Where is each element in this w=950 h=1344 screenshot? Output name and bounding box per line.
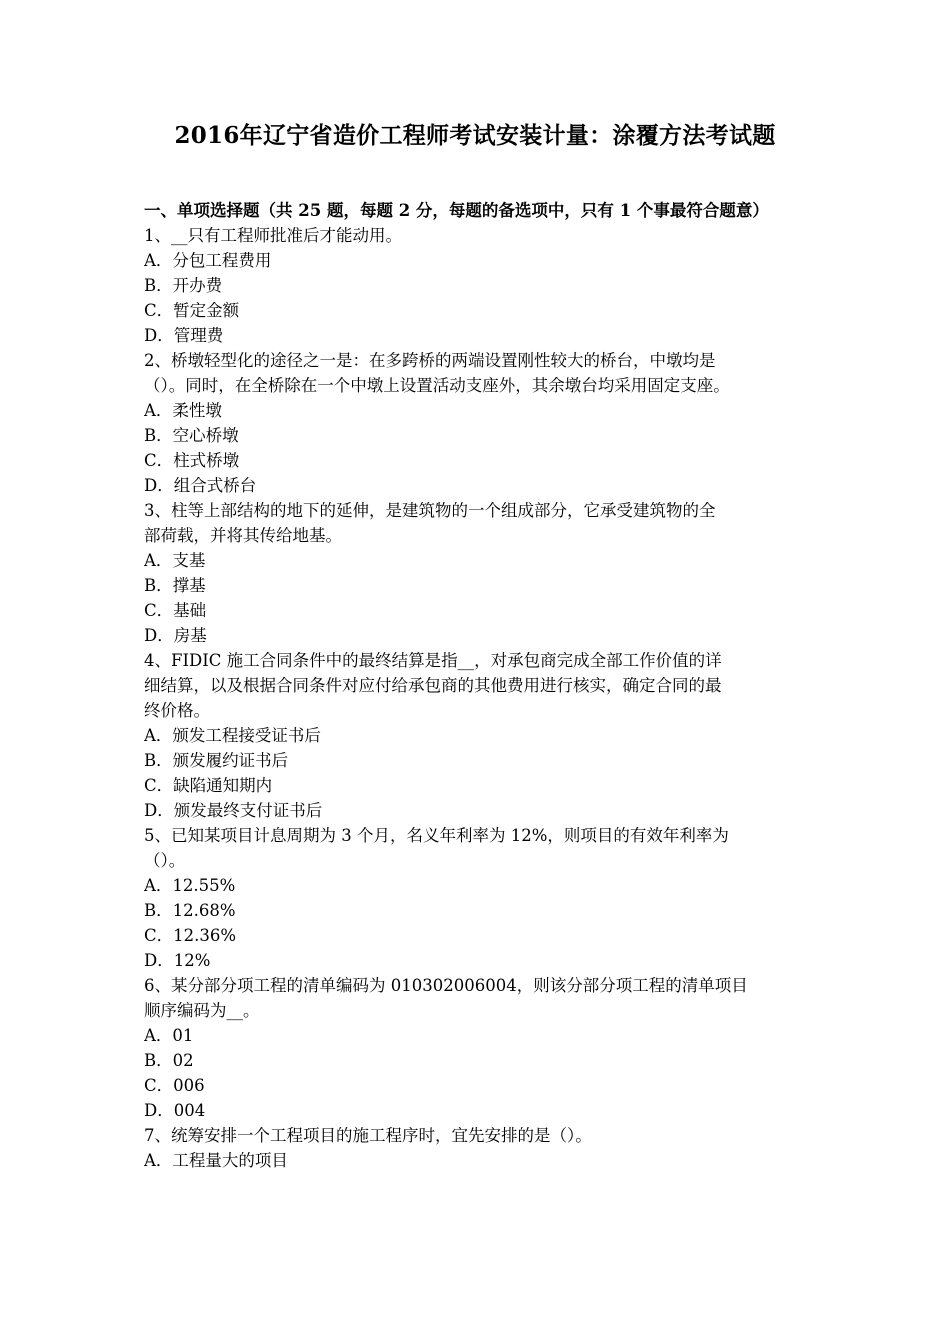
question-item [144,223,812,348]
answer-option: A．颁发工程接受证书后 [144,726,321,745]
question-stem-line: （）。 [144,851,186,870]
question-list [144,223,812,1173]
answer-option: A．工程量大的项目 [144,1151,288,1170]
question-stem-line: （）。同时，在全桥除在一个中墩上设置活动支座外，其余墩台均采用固定支座。 [144,376,730,395]
question-stem-line: 5、已知某项目计息周期为 3 个月，名义年利率为 12%，则项目的有效年利率为 [144,826,729,845]
document-body [144,198,812,1173]
section-heading: 一、单项选择题（共 25 题，每题 2 分，每题的备选项中，只有 1 个事最符合题意） [144,201,769,220]
answer-option: C．缺陷通知期内 [144,776,273,795]
answer-option: B．撑基 [144,576,206,595]
answer-option: B．开办费 [144,276,223,295]
question-item [144,348,812,498]
question-stem-line: 部荷载，并将其传给地基。 [144,526,342,545]
question-stem-line: 顺序编码为__。 [144,1001,260,1020]
question-stem-line: 终价格。 [144,701,210,720]
question-stem-line: 4、FIDIC 施工合同条件中的最终结算是指__，对承包商完成全部工作价值的详 [144,651,722,670]
question-stem-line: 6、某分部分项工程的清单编码为 010302006004，则该分部分项工程的清单项目 [144,976,748,995]
answer-option: A．柔性墩 [144,401,222,420]
answer-option: D．管理费 [144,326,224,345]
answer-option: C．基础 [144,601,207,620]
answer-option: C．柱式桥墩 [144,451,240,470]
answer-option: A．01 [144,1026,194,1045]
question-stem-line: 3、柱等上部结构的地下的延伸，是建筑物的一个组成部分，它承受建筑物的全 [144,501,716,520]
answer-option: C．12.36% [144,926,237,945]
question-item [144,498,812,648]
answer-option: D．房基 [144,626,207,645]
answer-option: B．颁发履约证书后 [144,751,289,770]
question-item [144,648,812,823]
answer-option: B．12.68% [144,901,236,920]
answer-option: B．空心桥墩 [144,426,239,445]
question-item [144,823,812,973]
answer-option: D．12% [144,951,211,970]
question-item [144,1123,812,1173]
answer-option: A．12.55% [144,876,236,895]
answer-option: A．分包工程费用 [144,251,272,270]
answer-option: D．组合式桥台 [144,476,257,495]
answer-option: C．006 [144,1076,205,1095]
question-stem-line: 7、统筹安排一个工程项目的施工程序时，宜先安排的是（）。 [144,1126,592,1145]
document-title: 2016年辽宁省造价工程师考试安装计量：涂覆方法考试题 [174,122,776,149]
question-stem-line: 2、桥墩轻型化的途径之一是：在多跨桥的两端设置刚性较大的桥台，中墩均是 [144,351,716,370]
question-stem-line: 细结算，以及根据合同条件对应付给承包商的其他费用进行核实，确定合同的最 [144,676,722,695]
answer-option: B．02 [144,1051,194,1070]
answer-option: A．支基 [144,551,206,570]
answer-option: C．暂定金额 [144,301,240,320]
question-item [144,973,812,1123]
answer-option: D．颁发最终支付证书后 [144,801,323,820]
question-stem-line: 1、__只有工程师批准后才能动用。 [144,226,402,245]
answer-option: D．004 [144,1101,206,1120]
